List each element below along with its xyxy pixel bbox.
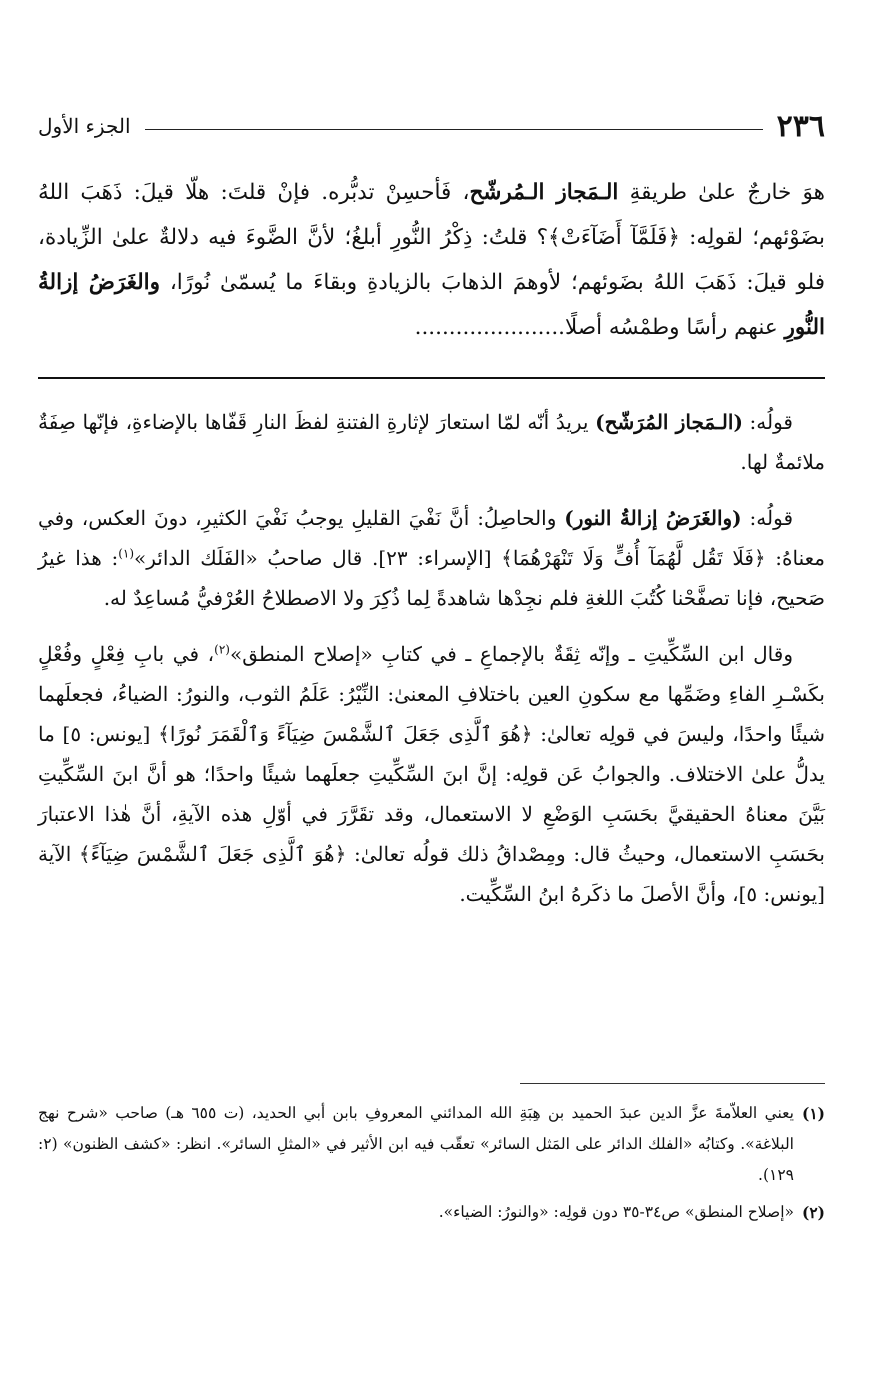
main-text-segment: هوَ خارجٌ علىٰ طريقةِ: [618, 180, 825, 205]
footnote-2: [38, 1197, 825, 1228]
commentary-text: قولُه:: [742, 410, 793, 434]
page-header: [38, 104, 825, 148]
page-number: ٢٣٦: [776, 108, 825, 144]
commentary-paragraph-3: [38, 634, 825, 914]
footnote-number: (٢): [801, 1203, 825, 1222]
main-bold-term: والغَرَضُ إزالةُ النُّورِ: [38, 270, 825, 340]
commentary-text: : هذا غيرُ صَحيح، فإنا تصفَّحْنا كُتُبَ اللغةِ فلم نجِدْها شاهدةً لِما ذُكِرَ ولا الاصطلاحُ العُرْفيُّ مُساعِدٌ له.: [38, 546, 825, 610]
footnote-separator: [520, 1083, 825, 1084]
main-text-segment: ، فَأحسِنْ تدبُّره. فإنْ قلتَ: هلّا قيلَ: ذَهَبَ اللهُ بضَوْئهم؛ لقولِه: ﴿فَلَمَّآ أَضَآءَتْ﴾؟ قلتُ: ذِكْرُ النُّورِ أبلغُ؛ لأنَّ الضَّوءَ فيه دلالةٌ علىٰ الزِّيادة، فلو قيلَ: ذَهَبَ اللهُ بضَوئهم؛ لأوهمَ الذهابَ بالزيادةِ وبقاءَ ما يُسمّىٰ نُورًا،: [38, 180, 825, 295]
footnote-text: يعني العلاّمةَ عزَّ الدين عبدَ الحميد بن هِبَةِ الله المدائني المعروفِ بابن أبي الحديد، (ت ٦٥٥ هـ) صاحب «شرح نهج البلاغة». وكتابُه «الفلك الدائر على المَثل السائر» تعقّب فيه ابن الأثير في «المثلِ السائر». انظر: «كشف الظنون» (٢: ١٢٩).: [38, 1104, 794, 1184]
footnote-text: «إصلاح المنطق» ص٣٤-٣٥ دون قولِه: «والنورُ: الضياء».: [438, 1203, 794, 1221]
commentary-text: قولُه:: [741, 506, 794, 530]
commentary-text: يريدُ أنّه لمّا استعارَ لإثارةِ الفتنةِ لفظَ النارِ قَفّاها بالإضاءةِ، فإنّها صِفَةٌ ملائمةٌ لها.: [38, 410, 825, 474]
main-commentary-separator: [38, 377, 825, 379]
footnotes: [38, 1098, 825, 1234]
commentary-paragraph-2: [38, 498, 825, 618]
commentary-lemma: (والغَرَضُ إزالةُ النور): [564, 506, 742, 530]
footnote-1: [38, 1098, 825, 1191]
main-paragraph: [38, 170, 825, 350]
commentary-text: والحاصِلُ: أنَّ نَفْيَ القليلِ يوجبُ نَفْيَ الكثيرِ، دونَ العكس، وفي معناهُ: ﴿فَلَا تَقُل لَّهُمَآ أُفٍّ وَلَا تَنْهَرْهُمَا﴾ [الإسراء: ٢٣]. قال صاحبُ «الفَلَك الدائر»: [38, 506, 825, 570]
footnote-ref-1: (١): [118, 546, 135, 561]
commentary: [38, 402, 825, 930]
main-text-dots: ......................: [414, 315, 565, 340]
running-title: الجزء الأول: [38, 114, 131, 138]
footnote-number: (١): [801, 1104, 825, 1123]
header-rule: [145, 129, 763, 130]
main-text: [38, 170, 825, 350]
commentary-lemma: (الـمَجاز المُرَشّح): [595, 410, 743, 434]
main-bold-term: الـمَجاز الـمُرشّح: [469, 180, 619, 205]
commentary-text: وقال ابن السِّكِّيتِ ـ وإنّه ثِقَةٌ بالإجماعِ ـ في كتابِ «إصلاح المنطق»: [229, 642, 793, 666]
commentary-text: ، في بابِ فِعْلٍ وفُعْلٍ بكَسْـرِ الفاءِ وضَمِّها مع سكونِ العين باختلافِ المعنىٰ: النِّيْرُ: عَلَمُ الثوب، والنورُ: الضياءُ، فجعلَهما شيئًا واحدًا، وليسَ في قولِه تعالىٰ: ﴿هُوَ ٱلَّذِى جَعَلَ ٱلشَّمْسَ ضِيَآءً وَٱلْقَمَرَ نُورًا﴾ [يونس: ٥] ما يدلُّ علىٰ الاختلاف. والجوابُ عَن قولِه: إنَّ ابنَ السِّكِّيتِ جعلَهما شيئًا واحدًا؛ هو أنَّ ابنَ السِّكِّيتِ بَيَّنَ معناهُ الحقيقيَّ بحَسَبِ الوَضْعِ لا الاستعمال، وقد تقَرَّرَ في أوّلِ هذه الآيةِ، أنَّ هٰذا الاعتبارَ بحَسَبِ الاستعمال، وحيثُ قال: ومِصْداقُ ذلك قولُه تعالىٰ: ﴿هُوَ ٱلَّذِى جَعَلَ ٱلشَّمْسَ ضِيَآءً﴾ الآية [يونس: ٥]، وأنَّ الأصلَ ما ذكَرهُ ابنُ السِّكِّيت.: [38, 642, 825, 906]
commentary-paragraph-1: [38, 402, 825, 482]
footnote-ref-2: (٢): [214, 642, 230, 657]
main-text-segment: عنهم رأسًا وطمْسُه أصلًا: [565, 315, 785, 340]
